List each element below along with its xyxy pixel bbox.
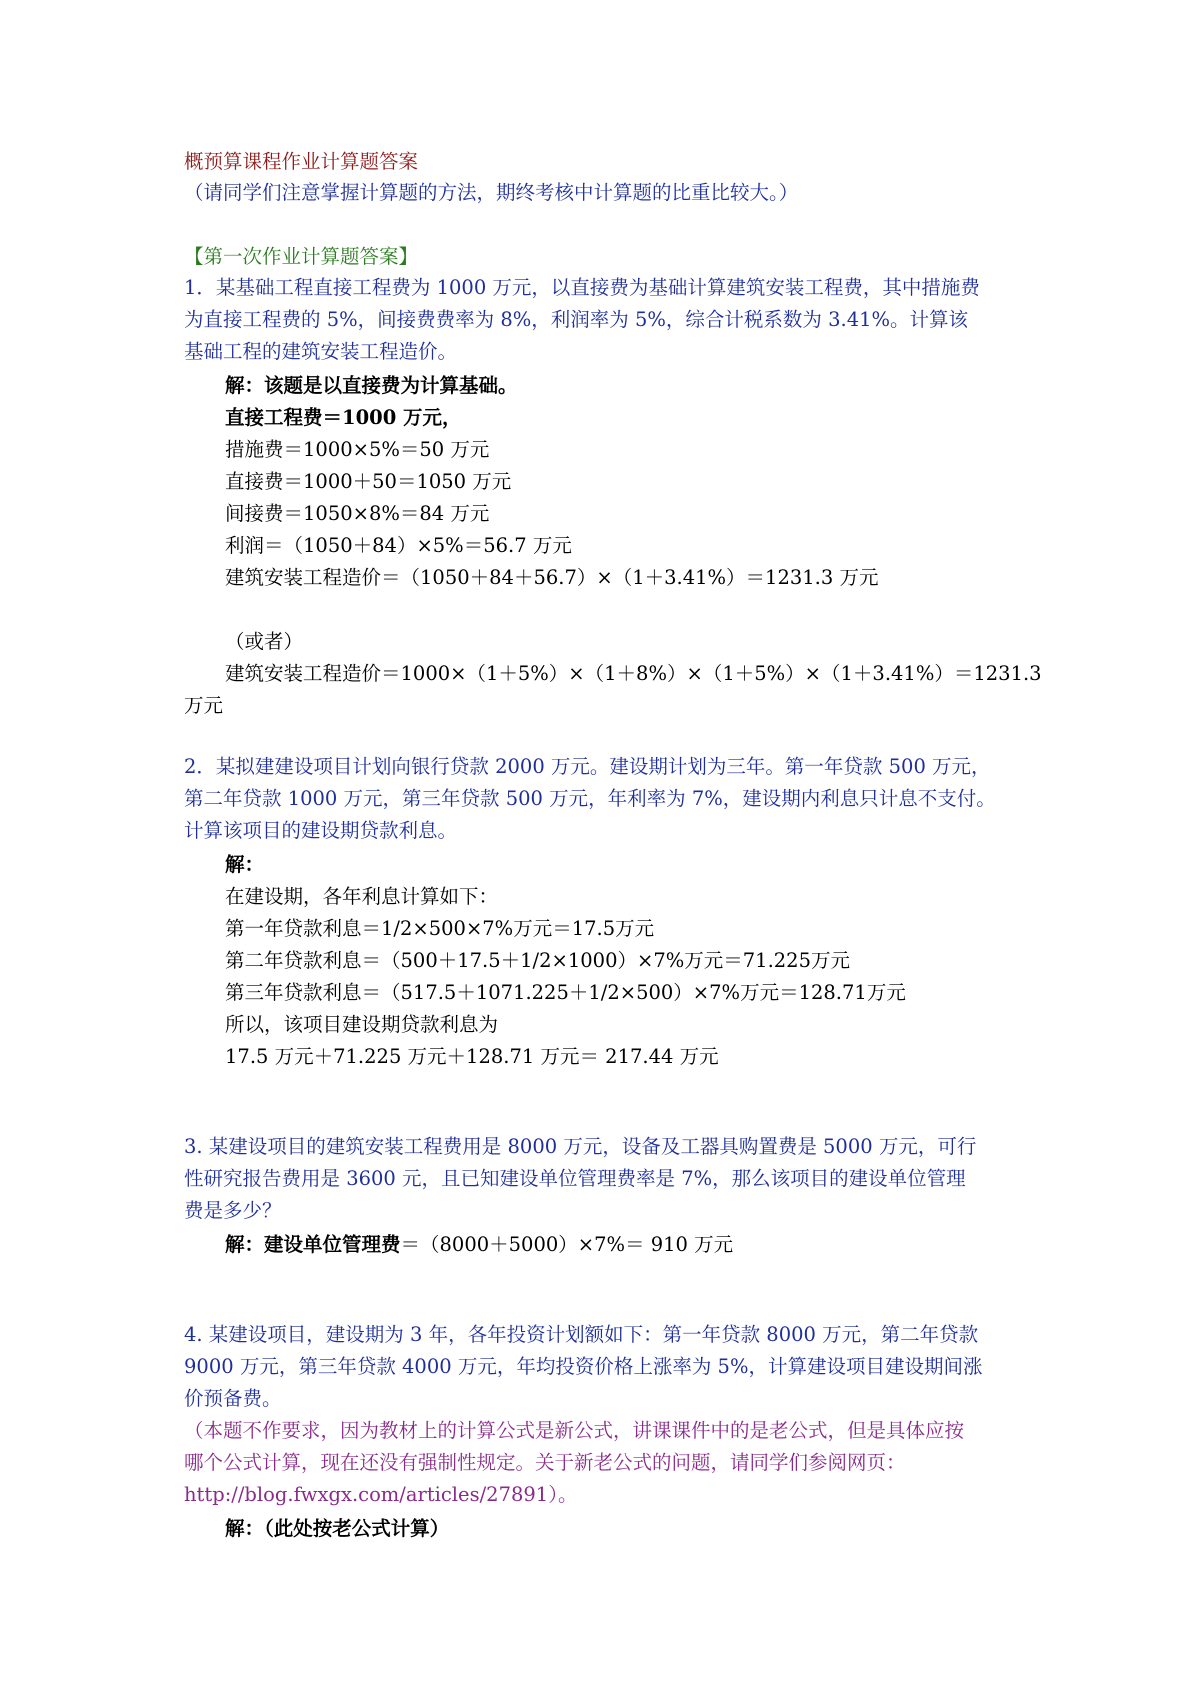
q2-answer-line: 所以，该项目建设期贷款利息为 xyxy=(225,1013,499,1036)
q4-note-line: （本题不作要求，因为教材上的计算公式是新公式，讲课课件中的是老公式，但是具体应按 xyxy=(184,1419,965,1442)
q4-text-line: 9000 万元，第三年贷款 4000 万元，年均投资价格上涨率为 5%，计算建设项目建设期间涨 xyxy=(184,1355,983,1378)
q4-note-url-line: http://blog.fwxgx.com/articles/27891）。 xyxy=(184,1483,578,1506)
q2-answer-line: 解： xyxy=(225,853,265,876)
q1-answer-line: 直接费＝1000＋50＝1050 万元 xyxy=(225,470,512,493)
q4-text-line: 价预备费。 xyxy=(184,1387,282,1410)
q2-answer-line: 第一年贷款利息＝1/2×500×7%万元＝17.5万元 xyxy=(225,917,655,940)
q1-answer-line: 措施费＝1000×5%＝50 万元 xyxy=(225,438,490,461)
q1-alt-line: 建筑安装工程造价＝1000×（1＋5%）×（1＋8%）×（1＋5%）×（1＋3.41%）＝1231.3 xyxy=(225,662,1042,685)
q4-text-line: 4. 某建设项目，建设期为 3 年，各年投资计划额如下：第一年贷款 8000 万元，第二年贷款 xyxy=(184,1323,979,1346)
q1-alt-label: （或者） xyxy=(225,630,304,653)
q3-answer-label: 解：建设单位管理费 xyxy=(225,1233,401,1256)
q2-answer-line: 17.5 万元＋71.225 万元＋128.71 万元＝ 217.44 万元 xyxy=(225,1045,719,1068)
q2-answer-line: 第三年贷款利息＝（517.5＋1071.225＋1/2×500）×7%万元＝128.71万元 xyxy=(225,981,906,1004)
q3-text-line: 费是多少？ xyxy=(184,1199,282,1222)
q3-answer-formula: ＝（8000＋5000）×7%＝ 910 万元 xyxy=(400,1233,734,1256)
q2-answer-line: 第二年贷款利息＝（500＋17.5＋1/2×1000）×7%万元＝71.225万元 xyxy=(225,949,850,972)
q1-alt-line: 万元 xyxy=(184,694,224,717)
section-heading: 【第一次作业计算题答案】 xyxy=(184,245,419,268)
q1-answer-line: 直接工程费＝1000 万元， xyxy=(225,406,462,429)
q2-text-line: 第二年贷款 1000 万元，第三年贷款 500 万元，年利率为 7%，建设期内利息只计息不支付。 xyxy=(184,787,996,810)
q3-answer-line xyxy=(225,1229,733,1261)
document-title: 概预算课程作业计算题答案 xyxy=(184,150,419,173)
q1-text-line: 基础工程的建筑安装工程造价。 xyxy=(184,340,458,363)
q3-text-line: 3. 某建设项目的建筑安装工程费用是 8000 万元，设备及工器具购置费是 5000 万元，可行 xyxy=(184,1135,977,1158)
q4-note-line: 哪个公式计算，现在还没有强制性规定。关于新老公式的问题，请同学们参阅网页： xyxy=(184,1451,906,1474)
q2-answer-line: 在建设期，各年利息计算如下： xyxy=(225,885,499,908)
q1-answer-line: 利润＝（1050＋84）×5%＝56.7 万元 xyxy=(225,534,572,557)
document-note: （请同学们注意掌握计算题的方法，期终考核中计算题的比重比较大。） xyxy=(184,181,799,204)
q1-answer-line: 解：该题是以直接费为计算基础。 xyxy=(225,374,518,397)
q2-text-line: 2．某拟建建设项目计划向银行贷款 2000 万元。建设期计划为三年。第一年贷款 500 万元， xyxy=(184,755,991,778)
q3-text-line: 性研究报告费用是 3600 元，且已知建设单位管理费率是 7%，那么该项目的建设单位管理 xyxy=(184,1167,966,1190)
q1-text-line: 为直接工程费的 5%，间接费费率为 8%，利润率为 5%，综合计税系数为 3.41%。计算该 xyxy=(184,308,969,331)
q1-answer-line: 建筑安装工程造价＝（1050＋84＋56.7）×（1＋3.41%）＝1231.3 万元 xyxy=(225,566,879,589)
q1-text-line: 1．某基础工程直接工程费为 1000 万元，以直接费为基础计算建筑安装工程费，其中措施费 xyxy=(184,276,980,299)
q2-text-line: 计算该项目的建设期贷款利息。 xyxy=(184,819,458,842)
q1-answer-line: 间接费＝1050×8%＝84 万元 xyxy=(225,502,490,525)
q4-answer-line: 解：（此处按老公式计算） xyxy=(225,1517,450,1540)
